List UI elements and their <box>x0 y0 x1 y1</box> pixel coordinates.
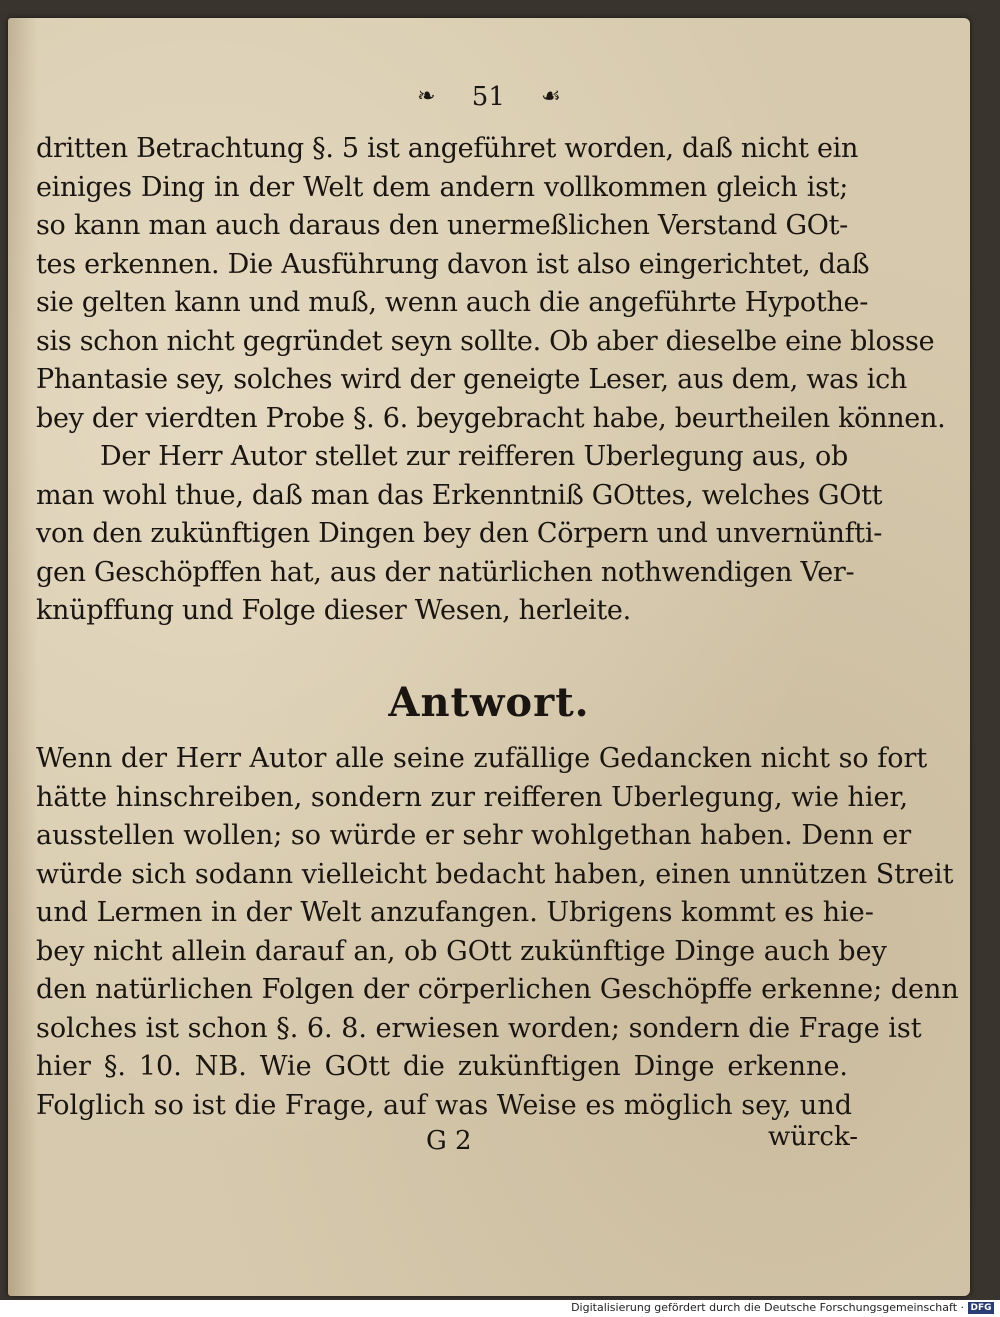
text-line: so kann man auch daraus den unermeßlichen Verstand GOt- <box>36 210 848 241</box>
text-line: sie gelten kann und muß, wenn auch die angeführte Hypothe- <box>36 287 869 318</box>
footer-credit: Digitalisierung gefördert durch die Deutsche Forschungsgemeinschaft · <box>571 1301 964 1314</box>
signature-mark: G 2 <box>426 1126 472 1156</box>
text-line: dritten Betrachtung §. 5 ist angeführet worden, daß nicht ein <box>36 133 859 164</box>
right-ornament-icon: ☙ <box>541 84 561 109</box>
paragraph-1 <box>36 130 946 631</box>
text-line: würde sich sodann vielleicht bedacht haben, einen unnützen Streit <box>36 858 954 890</box>
text-line: knüpffung und Folge dieser Wesen, herleite. <box>36 595 631 626</box>
paragraph-3 <box>36 740 959 1125</box>
text-line: einiges Ding in der Welt dem andern vollkommen gleich ist; <box>36 171 848 203</box>
page-number: 51 <box>471 82 505 112</box>
text-line: Phantasie sey, solches wird der geneigte Leser, aus dem, was ich <box>36 364 908 395</box>
page-header <box>8 76 970 117</box>
text-line: von den zukünftigen Dingen bey den Cörpern und unvernünfti- <box>36 518 883 549</box>
left-ornament-icon: ❧ <box>417 84 436 109</box>
text-line: man wohl thue, daß man das Erkenntniß GOttes, welches GOtt <box>36 479 883 511</box>
section-heading: Antwort. <box>388 679 590 726</box>
book-page <box>8 18 970 1296</box>
text-line: bey nicht allein darauf an, ob GOtt zukünftige Dinge auch bey <box>36 935 887 967</box>
text-line: Wenn der Herr Autor alle seine zufällige Gedancken nicht so fort <box>36 743 928 774</box>
text-line: solches ist schon §. 6. 8. erwiesen worden; sondern die Frage ist <box>36 1012 922 1044</box>
text-line: bey der vierdten Probe §. 6. beygebracht habe, beurtheilen können. <box>36 402 946 434</box>
dfg-logo-icon: DFG <box>968 1302 994 1314</box>
text-line: Folglich so ist die Frage, auf was Weise es möglich sey, und <box>36 1089 852 1121</box>
text-line: ausstellen wollen; so würde er sehr wohlgethan haben. Denn er <box>36 820 912 851</box>
catchword: würck- <box>768 1122 859 1152</box>
text-line: hätte hinschreiben, sondern zur reifferen Uberlegung, wie hier, <box>36 781 909 813</box>
text-line: Der Herr Autor stellet zur reifferen Uberlegung aus, ob <box>100 441 848 472</box>
text-line: den natürlichen Folgen der cörperlichen Geschöpffe erkenne; denn <box>36 974 959 1005</box>
text-line: und Lermen in der Welt anzufangen. Ubrigens kommt es hie- <box>36 897 874 928</box>
text-line: hier §. 10. NB. Wie GOtt die zukünftigen Dinge erkenne. <box>36 1051 848 1082</box>
text-line: sis schon nicht gegründet seyn sollte. Ob aber dieselbe eine blosse <box>36 325 935 357</box>
text-line: tes erkennen. Die Ausführung davon ist also eingerichtet, daß <box>36 248 870 280</box>
footer-bar <box>0 1300 1000 1317</box>
text-line: gen Geschöpffen hat, aus der natürlichen nothwendigen Ver- <box>36 556 855 588</box>
